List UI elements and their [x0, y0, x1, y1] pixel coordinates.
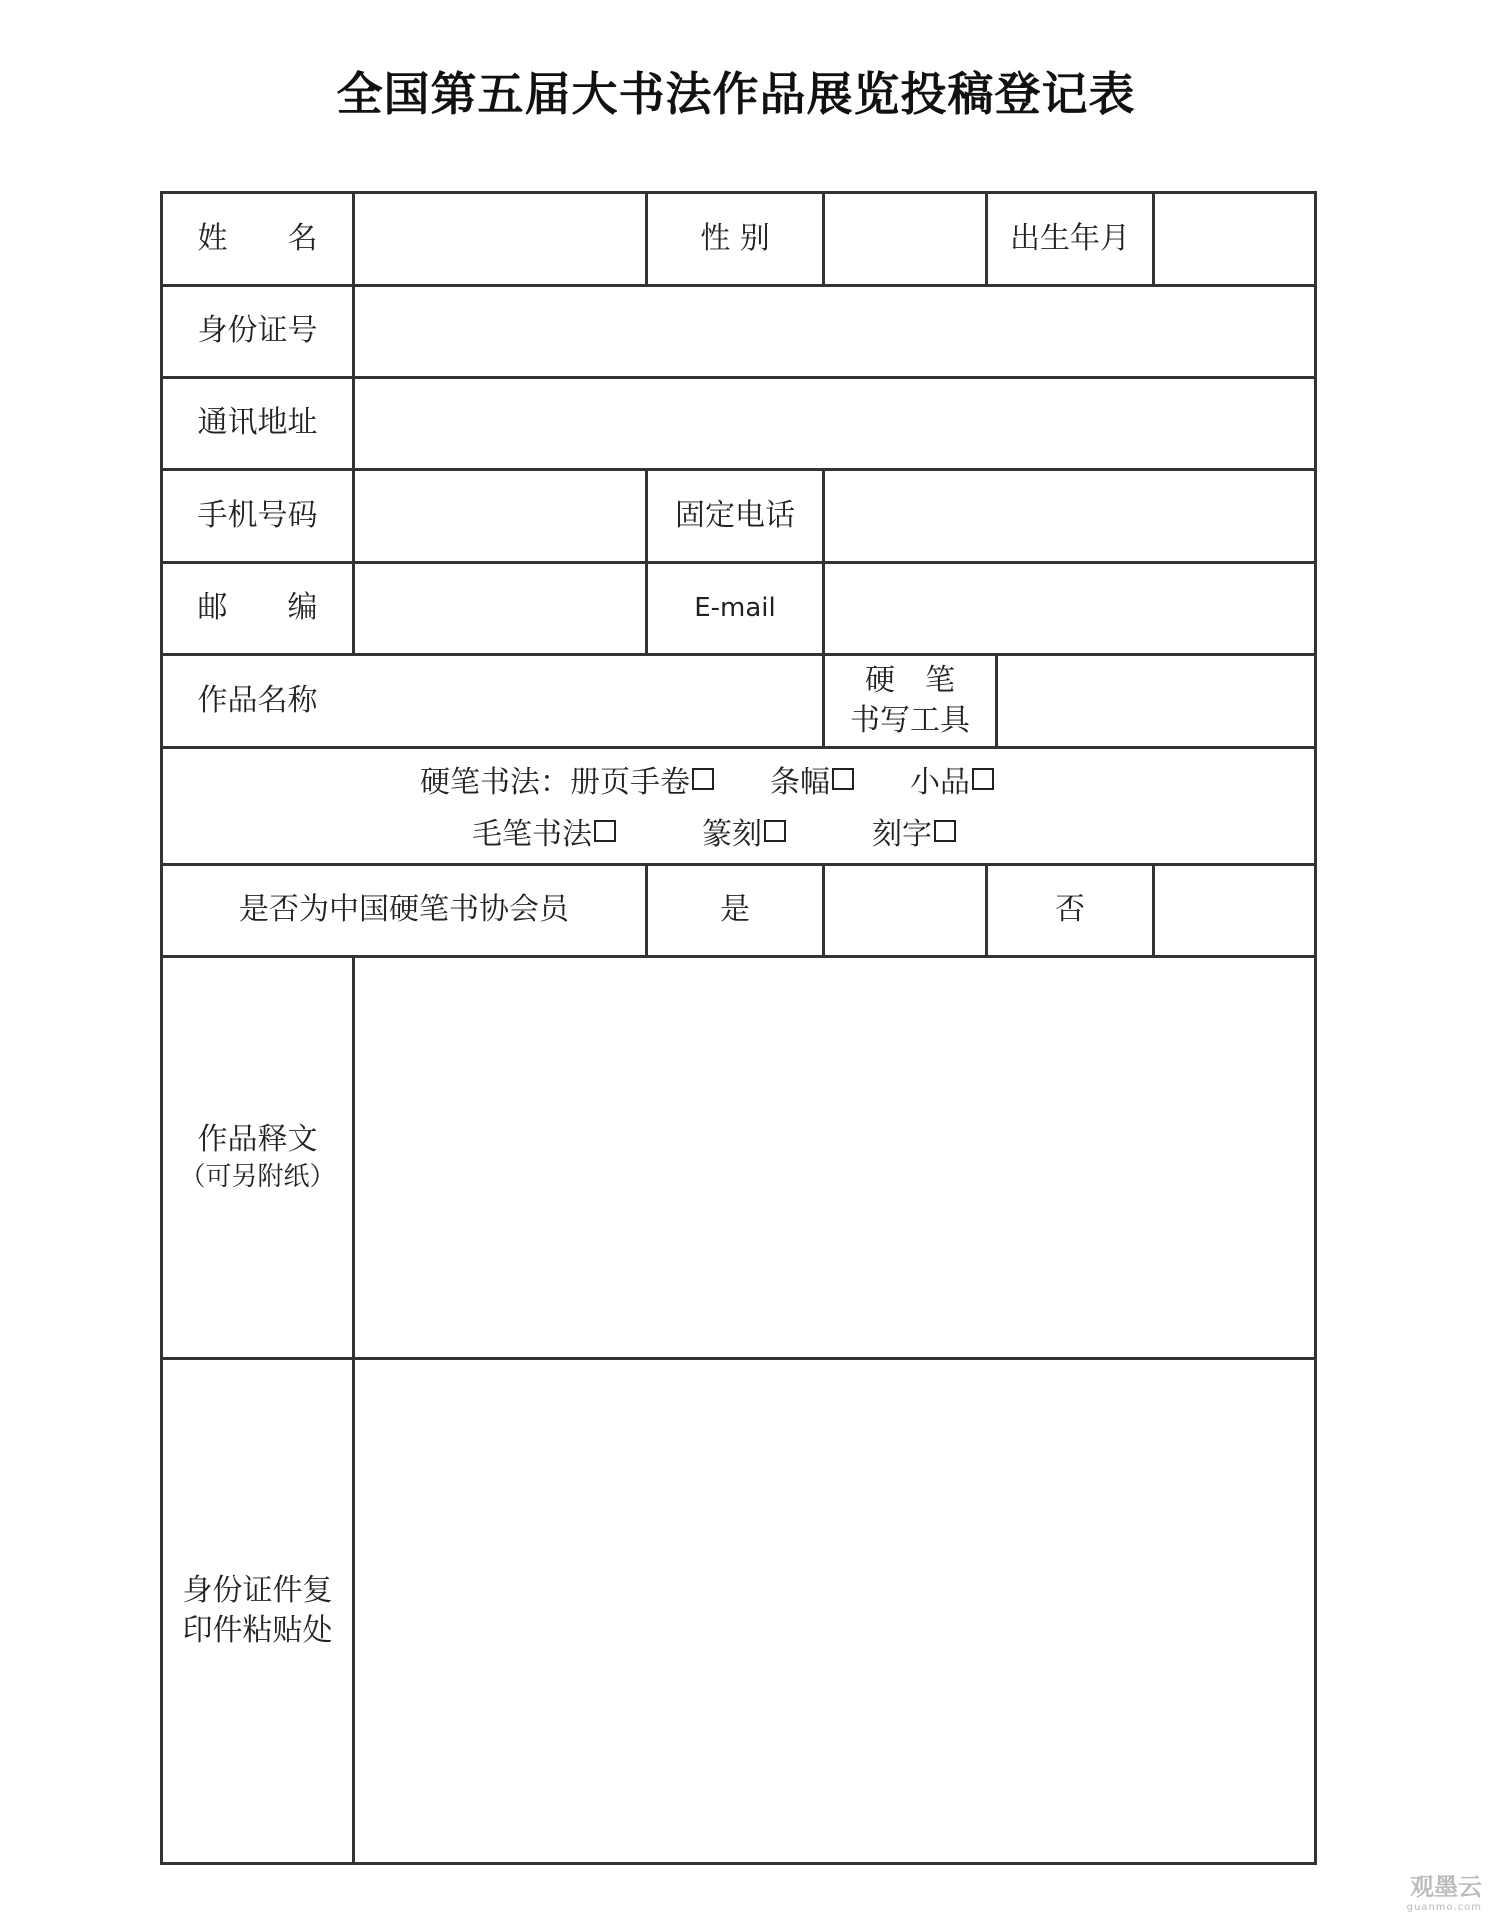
gender-label: 性 别: [700, 220, 770, 256]
work-text-label-cell: [163, 958, 352, 1357]
work-title-label: 作品名称: [197, 682, 318, 718]
table-line: [645, 191, 648, 284]
email-label: E-mail: [694, 592, 776, 623]
hard-pen-category-row: [420, 758, 994, 800]
category-scroll-checkbox[interactable]: [832, 768, 854, 790]
hard-pen-prefix: 硬笔书法：: [420, 765, 570, 800]
member-yes-label: 是: [720, 892, 750, 928]
category-seal-label: 篆刻: [702, 817, 762, 852]
watermark-main: 观墨云: [1410, 1873, 1482, 1901]
member-question-label: 是否为中国硬笔书协会员: [239, 892, 569, 928]
watermark-sub: guanmo.com: [1406, 1902, 1482, 1913]
table-line: [1152, 863, 1155, 955]
brush-category-row: [472, 810, 956, 852]
email-field[interactable]: [826, 565, 1313, 652]
id-copy-label: 身份证件复 印件粘贴处: [182, 1572, 333, 1648]
category-engraving-label: 刻字: [872, 817, 932, 852]
landline-field[interactable]: [826, 472, 1313, 560]
table-line: [352, 955, 355, 1864]
id-copy-paste-area[interactable]: [356, 1361, 1313, 1861]
hard-pen-tool-field[interactable]: [999, 657, 1313, 745]
member-yes-field[interactable]: [826, 867, 984, 954]
landline-label: 固定电话: [675, 497, 795, 533]
postcode-label: 邮 编: [197, 590, 318, 626]
table-line: [160, 191, 1317, 194]
table-line: [822, 191, 825, 284]
work-text-label: 作品释文: [197, 1121, 318, 1157]
work-title-field[interactable]: [356, 657, 821, 745]
category-scroll-label: 条幅: [770, 765, 830, 800]
name-field[interactable]: [356, 195, 644, 283]
category-small-checkbox[interactable]: [972, 768, 994, 790]
table-line: [995, 653, 998, 746]
table-line: [160, 955, 1317, 958]
table-line: [160, 653, 1317, 656]
name-label: 姓 名: [197, 220, 318, 256]
category-brush-label: 毛笔书法: [472, 817, 592, 852]
category-album-label: 册页手卷: [570, 765, 690, 800]
watermark-logo: [1407, 1867, 1482, 1913]
mobile-field[interactable]: [356, 472, 644, 560]
table-line: [645, 468, 648, 653]
category-engraving-checkbox[interactable]: [934, 820, 956, 842]
id-number-label: 身份证号: [197, 313, 318, 349]
gender-field[interactable]: [826, 195, 984, 283]
table-line: [645, 863, 648, 955]
category-album-checkbox[interactable]: [692, 768, 714, 790]
category-brush-checkbox[interactable]: [594, 820, 616, 842]
hard-pen-tool-label: 硬 笔 书写工具: [850, 662, 970, 738]
id-number-field[interactable]: [356, 288, 1313, 375]
table-line: [160, 468, 1317, 471]
table-line: [822, 863, 825, 955]
work-text-field[interactable]: [356, 959, 1313, 1356]
table-line: [1152, 191, 1155, 284]
table-line: [160, 284, 1317, 287]
member-no-label: 否: [1055, 892, 1085, 928]
category-seal-checkbox[interactable]: [764, 820, 786, 842]
table-line: [160, 191, 163, 1865]
birth-label: 出生年月: [1010, 220, 1130, 256]
category-small-label: 小品: [910, 765, 970, 800]
table-line: [985, 863, 988, 955]
address-label: 通讯地址: [197, 405, 318, 441]
postcode-field[interactable]: [356, 565, 644, 652]
address-field[interactable]: [356, 380, 1313, 467]
table-line: [160, 1862, 1317, 1865]
table-line: [822, 468, 825, 746]
work-text-note: （可另附纸）: [179, 1162, 336, 1193]
table-line: [160, 746, 1317, 749]
mobile-label: 手机号码: [197, 497, 318, 533]
birth-field[interactable]: [1156, 195, 1313, 283]
table-line: [160, 561, 1317, 564]
table-line: [352, 191, 355, 655]
form-title: 全国第五届大书法作品展览投稿登记表: [336, 67, 1136, 121]
table-line: [160, 863, 1317, 866]
table-line: [1314, 191, 1317, 1865]
table-line: [160, 1357, 1317, 1360]
member-no-field[interactable]: [1156, 867, 1313, 954]
table-line: [985, 191, 988, 284]
table-line: [160, 376, 1317, 379]
